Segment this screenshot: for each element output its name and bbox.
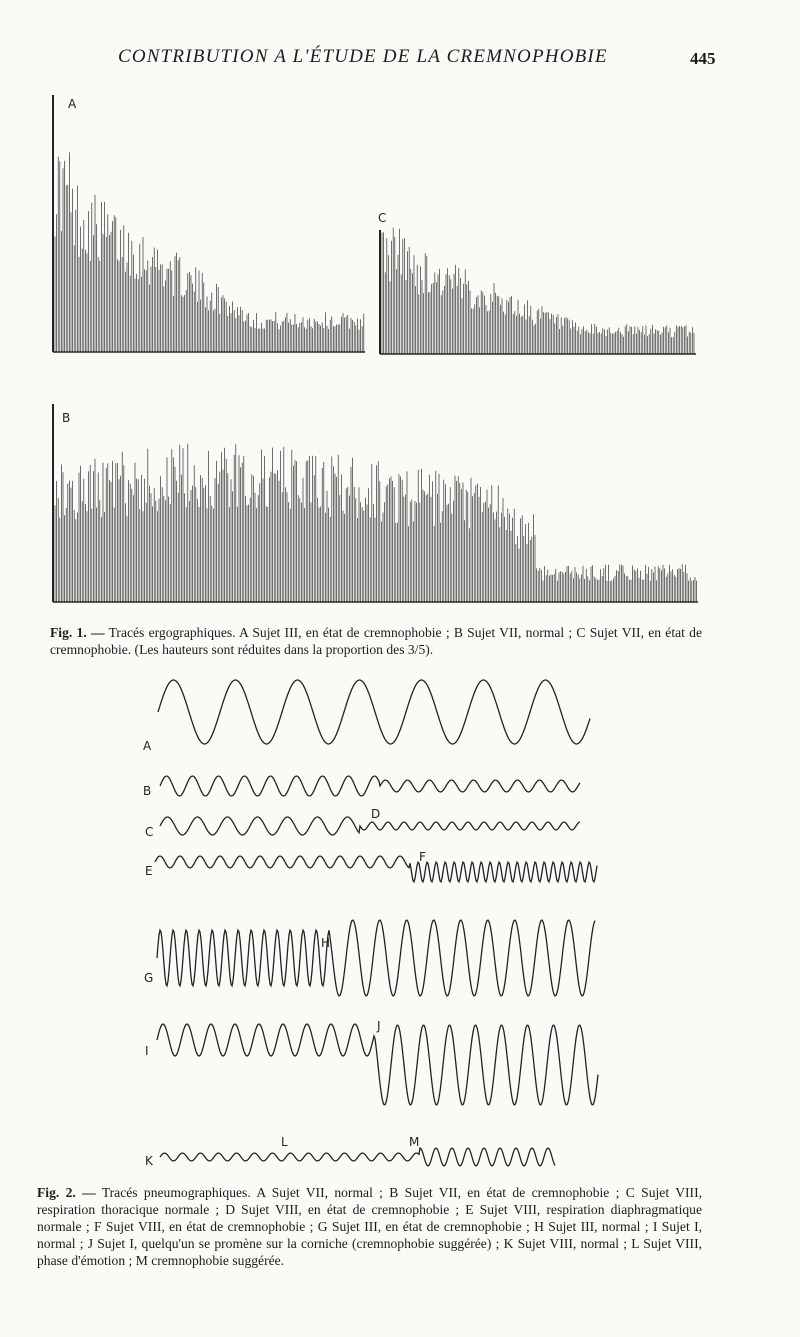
fig2-label-c: C [145, 825, 154, 839]
fig1-caption-text: Tracés ergographiques. A Sujet III, en état de cremnophobie ; B Sujet VII, normal ; C Sujet VII, en état de cremnophobie. (Les hauteurs sont réduites dans la proportion des 3/5). [50, 625, 702, 657]
fig2-label-m: M [409, 1135, 420, 1149]
fig1-label-c: C [378, 211, 387, 225]
fig2-caption-text: Tracés pneumographiques. A Sujet VII, normal ; B Sujet VII, en état de cremnophobie ; C Sujet VIII, respiration thoracique normale ; D Sujet VIII, en état de cremnophobie ; E Sujet VIII, respiration diaphragmatique normale ; F Sujet VIII, en état de cremnophobie ; G Sujet III, en état de cremnophobie ; H Sujet III, normal ; I Sujet I, normal ; J Sujet I, quelqu'un se promène sur la corniche (cremnophobie suggérée) ; K Sujet VIII, normal ; L Sujet VIII, phase d'émotion ; M cremnophobie suggérée. [37, 1185, 702, 1268]
fig2-label-l: L [281, 1135, 288, 1149]
fig1-label-a: A [68, 97, 77, 111]
trace-g [157, 920, 595, 996]
fig2-label-f: F [419, 850, 426, 864]
trace-i [157, 1024, 598, 1105]
fig2-label-g: G [144, 971, 154, 985]
fig2-label-j: J [377, 1019, 381, 1033]
fig1-b-bars-strokes [55, 444, 697, 602]
trace-b [160, 776, 580, 796]
fig2-label-i: I [145, 1044, 149, 1058]
fig1-caption [50, 624, 702, 658]
fig1-caption-label: Fig. 1. — [50, 625, 105, 640]
fig2-caption-label: Fig. 2. — [37, 1185, 96, 1200]
fig2-label-k: K [145, 1154, 153, 1168]
fig1-panel-c [378, 211, 696, 354]
fig1-a-bars-strokes [55, 152, 364, 352]
running-title: CONTRIBUTION A L'ÉTUDE DE LA CREMNOPHOBIE [118, 46, 608, 67]
fig1-panel-a [53, 95, 365, 352]
fig2-label-b: B [143, 784, 152, 798]
fig1-label-b: B [62, 411, 71, 425]
trace-e [155, 856, 597, 882]
fig1-b-bars [55, 444, 697, 602]
fig2-traces [155, 680, 598, 1166]
fig2-label-h: H [321, 936, 331, 950]
fig2-label-e: E [145, 864, 153, 878]
page-number: 445 [690, 49, 716, 68]
trace-a [158, 680, 590, 744]
trace-k [160, 1148, 555, 1166]
fig1-a-bars [55, 152, 364, 352]
trace-c [160, 817, 580, 835]
fig1-panel-b [53, 404, 698, 602]
fig1-c-bars [382, 228, 694, 354]
fig2-label-d: D [371, 807, 381, 821]
fig2-caption [37, 1184, 702, 1269]
fig1-c-bars-strokes [382, 228, 694, 354]
fig2-label-a: A [143, 739, 152, 753]
